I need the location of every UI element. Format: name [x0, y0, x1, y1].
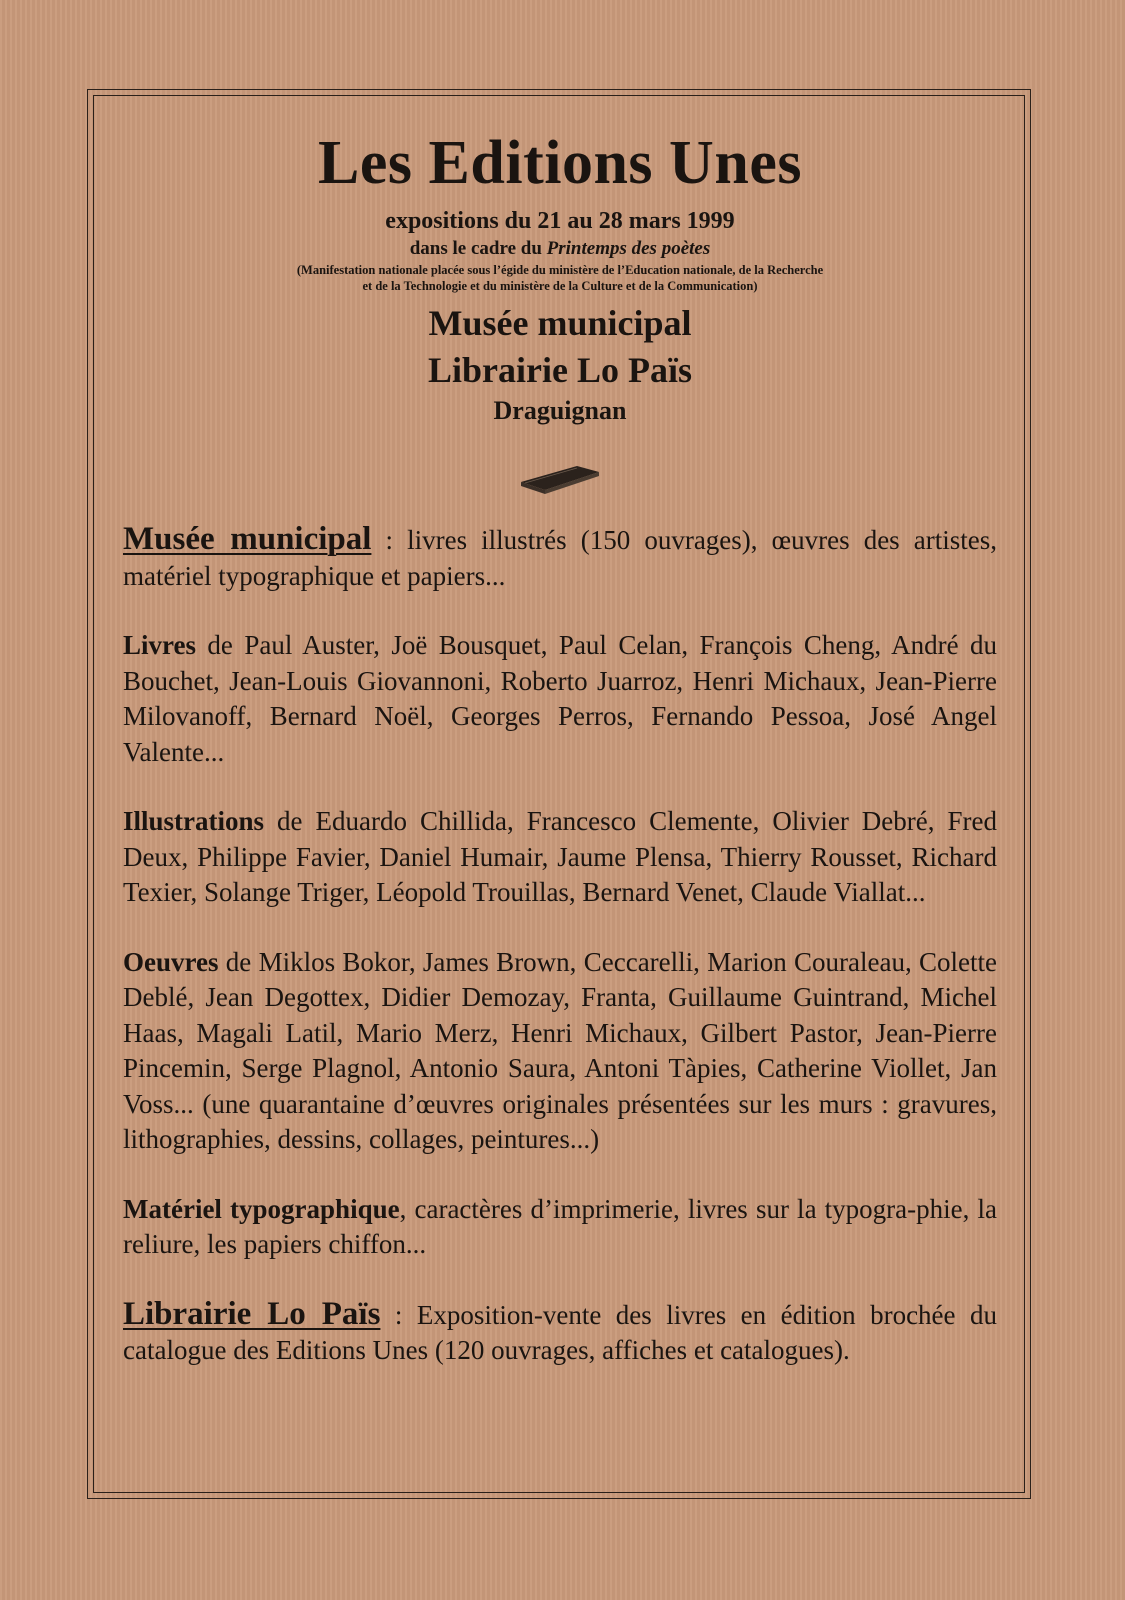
section-museum	[123, 522, 997, 594]
works-text: de Miklos Bokor, James Brown, Ceccarelli, Marion Couraleau, Colette Deblé, Jean Degottex, Didier Demozay, Franta, Guillaume Guintrand, Michel Haas, Magali Latil, Mario Merz, Henri Michaux, Gilbert Pastor, Jean-Pierre Pincemin, Serge Plagnol, Antonio Saura, Antoni Tàpies, Catherine Viollet, Jan Voss... (une quarantaine d’œuvres originales présentées sur les murs : gravures, lithographies, dessins, collages, peintures...)	[123, 946, 997, 1154]
exhibition-dates: expositions du 21 au 28 mars 1999	[385, 208, 735, 234]
poster-content	[123, 120, 997, 1369]
page-title: Les Editions Unes	[318, 129, 802, 197]
illustrations-text: de Eduardo Chillida, Francesco Clemente, Olivier Debré, Fred Deux, Philippe Favier, Daniel Humair, Jaume Plensa, Thierry Rousset, Richard Texier, Solange Triger, Léopold Trouillas, Bernard Venet, Claude Viallat...	[123, 806, 997, 907]
section-illustrations	[123, 804, 997, 911]
section-works	[123, 945, 997, 1158]
typography-text: , caractères d’imprimerie, livres sur la typogra-phie, la reliure, les papiers chiffon...	[123, 1193, 997, 1259]
books-text: de Paul Auster, Joë Bousquet, Paul Celan, François Cheng, André du Bouchet, Jean-Louis Giovannoni, Roberto Juarroz, Henri Michaux, Jean-Pierre Milovanoff, Bernard Noël, Georges Perros, Fernando Pessoa, José Angel Valente...	[123, 630, 997, 767]
header-block	[123, 120, 997, 496]
typography-heading: Matériel typographique	[123, 1193, 400, 1224]
patronage-note-line2: et de la Technologie et du ministère de la Culture et de la Communication)	[362, 279, 758, 293]
museum-text: : livres illustrés (150 ouvrages), œuvres des artistes, matériel typographique et papiers...	[123, 525, 997, 591]
venue-bookshop: Librairie Lo Païs	[428, 350, 692, 390]
event-context	[123, 236, 997, 262]
works-heading: Oeuvres	[123, 946, 219, 977]
patronage-note-line1: (Manifestation nationale placée sous l’égide du ministère de l’Education nationale, de la Recherche	[296, 263, 824, 277]
illustrations-heading: Illustrations	[123, 806, 265, 836]
books-heading: Livres	[123, 630, 196, 660]
section-books	[123, 628, 997, 770]
section-bookshop	[123, 1297, 997, 1369]
closed-book-icon	[519, 460, 601, 496]
bookshop-text: : Exposition-vente des livres en édition brochée du catalogue des Editions Unes (120 ouvrages, affiches et catalogues).	[123, 1299, 997, 1365]
event-context-prefix: dans le cadre du	[409, 238, 547, 259]
museum-heading: Musée municipal	[123, 521, 372, 557]
event-name: Printemps des poètes	[546, 238, 711, 259]
bookshop-heading: Librairie Lo Païs	[123, 1295, 381, 1332]
venue-museum: Musée municipal	[428, 303, 692, 343]
city-name: Draguignan	[493, 396, 627, 425]
section-typography	[123, 1192, 997, 1263]
